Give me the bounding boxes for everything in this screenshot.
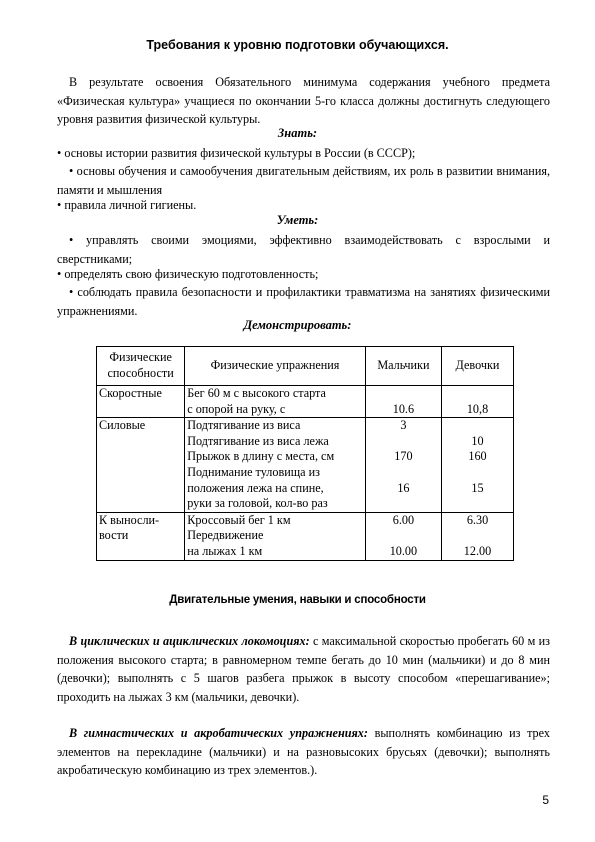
boys-cell bbox=[365, 512, 441, 560]
girls-value bbox=[444, 528, 511, 544]
girls-value: 12.00 bbox=[463, 543, 492, 558]
exercise-cell bbox=[185, 512, 366, 560]
know-item: • основы истории развития физической культуры в России (в СССР); bbox=[57, 146, 416, 160]
know-heading: Знать: bbox=[277, 126, 318, 140]
skills-lead: В гимнастических и акробатических упражнениях: bbox=[69, 726, 368, 740]
column-header: Физические способности bbox=[97, 347, 185, 386]
can-heading: Уметь: bbox=[276, 213, 319, 227]
exercise-line: Подтягивание из виса лежа bbox=[187, 433, 329, 448]
know-item: • основы обучения и самообучения двигательным действиям, их роль в развитии внимания, памяти и мышления bbox=[57, 164, 550, 197]
column-header: Мальчики bbox=[365, 347, 441, 386]
ability-cell: К выносли-вости bbox=[97, 512, 185, 560]
skills-paragraph bbox=[57, 724, 550, 780]
boys-value: 170 bbox=[394, 449, 413, 464]
table-row bbox=[97, 512, 514, 560]
skills-text: с максимальной скоростью пробегать 60 м из положения высокого старта; в равномерном темпе бегать до 10 мин (мальчики) и до 8 мин (девочки); выполнять с 5 шагов разбега прыжок в высоту способом «перешагивание»; проходить на лыжах 3 км (мальчики, девочки). bbox=[57, 634, 550, 704]
boys-value bbox=[368, 496, 439, 512]
skills-text: выполнять комбинацию из трех элементов на перекладине (мальчики) и на разновысоких брусьях (девочки); выполнять акробатическую комбинацию из трех элементов.). bbox=[57, 726, 550, 777]
girls-value: 160 bbox=[468, 449, 487, 464]
boys-value: 6.00 bbox=[392, 512, 415, 527]
ability-cell: Скоростные bbox=[97, 386, 185, 418]
exercise-line: Кроссовый бег 1 км bbox=[187, 512, 291, 527]
girls-value bbox=[444, 418, 511, 434]
girls-value bbox=[444, 386, 511, 402]
exercise-line: Прыжок в длину с места, см bbox=[187, 449, 335, 464]
exercise-line: на лыжах 1 км bbox=[187, 543, 263, 558]
know-item: • правила личной гигиены. bbox=[57, 198, 197, 212]
girls-cell bbox=[441, 386, 513, 418]
girls-value bbox=[444, 465, 511, 481]
exercise-line: Поднимание туловища из bbox=[187, 464, 320, 479]
exercise-cell bbox=[185, 386, 366, 418]
girls-cell bbox=[441, 512, 513, 560]
skills-paragraph bbox=[57, 632, 550, 706]
table-header-row bbox=[97, 347, 514, 386]
standards-table bbox=[96, 346, 514, 561]
girls-value: 10 bbox=[471, 433, 484, 448]
boys-value: 16 bbox=[397, 480, 410, 495]
column-header: Физические упражнения bbox=[185, 347, 366, 386]
boys-cell bbox=[365, 418, 441, 513]
girls-value: 6.30 bbox=[466, 512, 489, 527]
girls-value: 10,8 bbox=[466, 401, 489, 416]
exercise-cell bbox=[185, 418, 366, 513]
demonstrate-heading: Демонстрировать: bbox=[243, 318, 352, 332]
exercise-line: руки за головой, кол-во раз bbox=[187, 496, 328, 511]
girls-value: 15 bbox=[471, 480, 484, 495]
table-row bbox=[97, 418, 514, 513]
exercise-line: с опорой на руку, с bbox=[187, 401, 286, 416]
can-item: • соблюдать правила безопасности и профилактики травматизма на занятиях физическими упражнениями. bbox=[57, 285, 550, 318]
exercise-line: Бег 60 м с высокого старта bbox=[187, 386, 326, 400]
skills-lead: В циклических и ациклических локомоциях: bbox=[69, 634, 310, 648]
girls-cell bbox=[441, 418, 513, 513]
intro-paragraph: В результате освоения Обязательного минимума содержания учебного предмета «Физическая культура» учащиеся по окончании 5-го класса должны достигнуть следующего уровня развития физической культуры. bbox=[57, 75, 550, 126]
boys-value bbox=[368, 386, 439, 402]
can-item: • управлять своими эмоциями, эффективно взаимодействовать с взрослыми и сверстниками; bbox=[57, 233, 550, 266]
boys-cell bbox=[365, 386, 441, 418]
can-item: • определять свою физическую подготовленность; bbox=[57, 267, 319, 281]
page-title: Требования к уровню подготовки обучающихся. bbox=[146, 38, 449, 52]
boys-value: 10.6 bbox=[392, 401, 415, 416]
table-row bbox=[97, 386, 514, 418]
ability-cell: Силовые bbox=[97, 418, 185, 513]
boys-value bbox=[368, 528, 439, 544]
exercise-line: Передвижение bbox=[187, 528, 264, 543]
girls-value bbox=[444, 496, 511, 512]
boys-value bbox=[368, 465, 439, 481]
boys-value: 3 bbox=[400, 418, 407, 433]
exercise-line: положения лежа на спине, bbox=[187, 480, 324, 495]
skills-heading: Двигательные умения, навыки и способности bbox=[169, 594, 426, 606]
column-header: Девочки bbox=[441, 347, 513, 386]
boys-value: 10.00 bbox=[389, 543, 418, 558]
exercise-line: Подтягивание из виса bbox=[187, 418, 301, 433]
boys-value bbox=[368, 434, 439, 450]
page-number: 5 bbox=[542, 793, 549, 807]
